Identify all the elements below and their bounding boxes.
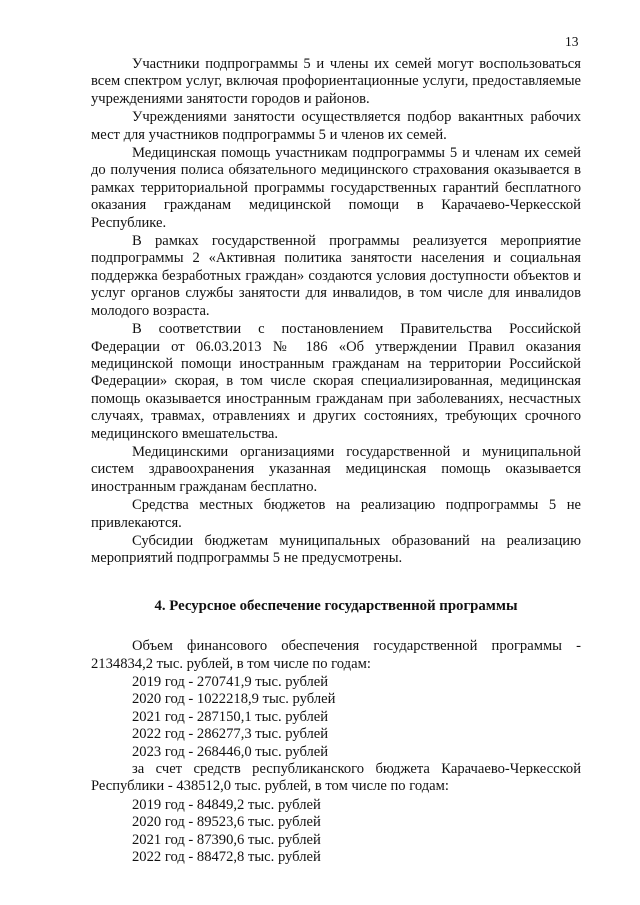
republic-funding-year-line: 2019 год - 84849,2 тыс. рублей xyxy=(132,796,321,813)
paragraph-free-care: Медицинскими организациями государственной и муниципальной систем здравоохранения указанная медицинская помощь оказывается иностранным гражданам бесплатно. xyxy=(91,443,581,495)
paragraph-vacancies: Учреждениями занятости осуществляется подбор вакантных рабочих мест для участников подпрограммы 5 и членов их семей. xyxy=(91,109,581,143)
total-funding-year-line: 2021 год - 287150,1 тыс. рублей xyxy=(132,708,329,725)
paragraph-local-budgets: Средства местных бюджетов на реализацию подпрограммы 5 не привлекаются. xyxy=(91,497,581,531)
paragraph-government-decree: В соответствии с постановлением Правительства Российской Федерации от 06.03.2013 № 186 «Об утверждении Правил оказания медицинской помощи иностранным гражданам на территории Российской Федерации» скорая, в том числе скорая специализированная, медицинская помощь оказывается иностранным гражданам при заболеваниях, несчастных случаях, травмах, отравлениях и других состояниях, требующих срочного медицинского вмешательства. xyxy=(91,321,581,442)
republic-funding-year-line: 2021 год - 87390,6 тыс. рублей xyxy=(132,831,321,848)
page-number: 13 xyxy=(565,34,579,49)
republic-funding-year-line: 2022 год - 88472,8 тыс. рублей xyxy=(132,849,321,866)
paragraph-subsidies: Субсидии бюджетам муниципальных образований на реализацию мероприятий подпрограммы 5 не предусмотрены. xyxy=(91,532,581,567)
total-funding-year-line: 2022 год - 286277,3 тыс. рублей xyxy=(132,726,329,743)
total-funding-intro: Объем финансового обеспечения государственной программы - 2134834,2 тыс. рублей, в том числе по годам: xyxy=(91,638,581,672)
section-heading: 4. Ресурсное обеспечение государственной программы xyxy=(154,597,518,614)
paragraph-medical-help: Медицинская помощь участникам подпрограммы 5 и членам их семей до получения полиса обязательного медицинского страхования оказывается в рамках территориальной программы государственных гарантий бесплатного оказания гражданам медицинской помощи в Карачаево-Черкесской Республике. xyxy=(91,145,581,231)
total-funding-year-line: 2019 год - 270741,9 тыс. рублей xyxy=(132,674,329,690)
total-funding-year-line: 2020 год - 1022218,9 тыс. рублей xyxy=(132,691,336,708)
paragraph-services: Участники подпрограммы 5 и члены их семей могут воспользоваться всем спектром услуг, включая профориентационные услуги, предоставляемые учреждениями занятости городов и районов. xyxy=(91,56,581,107)
republic-funding-year-line: 2020 год - 89523,6 тыс. рублей xyxy=(132,814,321,831)
document-body xyxy=(91,56,581,866)
total-funding-year-line: 2023 год - 268446,0 тыс. рублей xyxy=(132,743,329,760)
paragraph-subprogram-2: В рамках государственной программы реализуется мероприятие подпрограммы 2 «Активная политика занятости населения и социальная поддержка безработных граждан» создаются условия доступности объектов и услуг органов службы занятости для инвалидов, в том числе для инвалидов молодого возраста. xyxy=(91,233,581,319)
republic-funding-intro: за счет средств республиканского бюджета Карачаево-Черкесской Республики - 438512,0 тыс. рублей, в том числе по годам: xyxy=(91,761,581,795)
